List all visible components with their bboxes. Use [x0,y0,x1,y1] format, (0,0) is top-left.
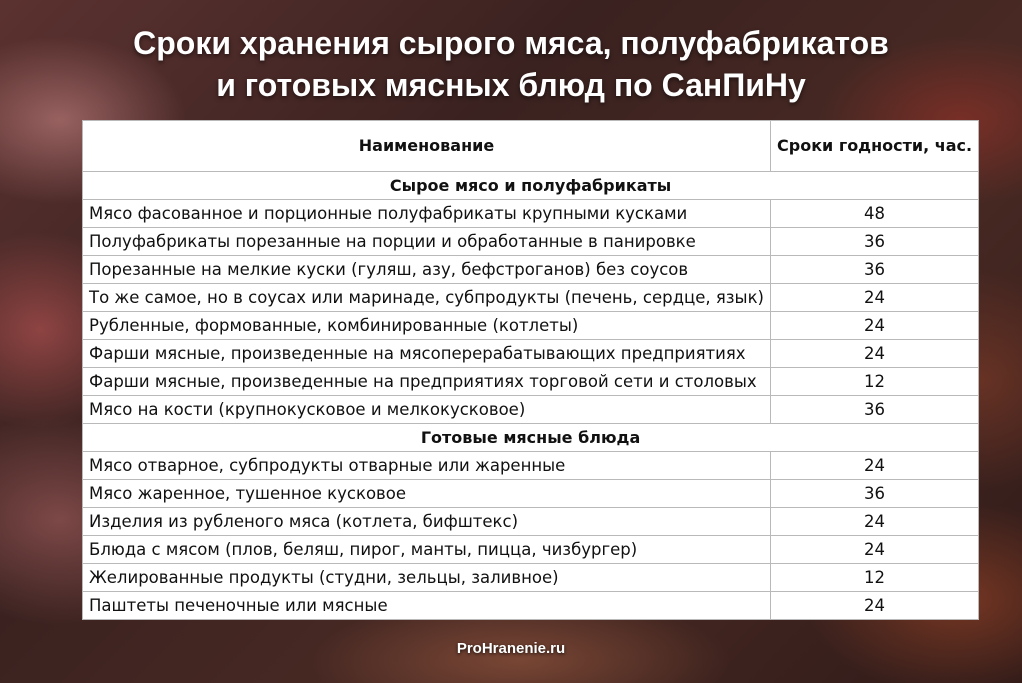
site-watermark: ProHranenie.ru [456,640,566,657]
section-header-row [83,172,979,200]
table-row [83,228,979,256]
row-name: Желированные продукты (студни, зельцы, заливное) [83,564,771,592]
row-hours: 36 [771,256,979,284]
table-row [83,508,979,536]
row-hours: 24 [771,340,979,368]
table-row [83,200,979,228]
table-row [83,536,979,564]
table-row [83,368,979,396]
row-name: Полуфабрикаты порезанные на порции и обработанные в панировке [83,228,771,256]
row-hours: 36 [771,228,979,256]
row-name: Паштеты печеночные или мясные [83,592,771,620]
table-row [83,564,979,592]
table-row [83,312,979,340]
table-row [83,480,979,508]
row-hours: 36 [771,480,979,508]
page-title [0,22,1022,106]
storage-table [82,120,979,620]
header-shelf-life: Сроки годности, час. [771,121,979,172]
table-row [83,284,979,312]
row-name: Мясо жаренное, тушенное кусковое [83,480,771,508]
row-name: То же самое, но в соусах или маринаде, субпродукты (печень, сердце, язык) [83,284,771,312]
row-hours: 24 [771,536,979,564]
row-hours: 24 [771,508,979,536]
row-name: Фарши мясные, произведенные на предприятиях торговой сети и столовых [83,368,771,396]
row-hours: 24 [771,452,979,480]
row-name: Мясо отварное, субпродукты отварные или жаренные [83,452,771,480]
table-row [83,340,979,368]
row-name: Блюда с мясом (плов, беляш, пирог, манты, пицца, чизбургер) [83,536,771,564]
table-row [83,396,979,424]
row-name: Рубленные, формованные, комбинированные (котлеты) [83,312,771,340]
row-name: Мясо на кости (крупнокусковое и мелкокусковое) [83,396,771,424]
row-hours: 24 [771,592,979,620]
row-hours: 12 [771,564,979,592]
section-header-row [83,424,979,452]
section-title-raw: Сырое мясо и полуфабрикаты [83,172,979,200]
row-name: Изделия из рубленого мяса (котлета, бифштекс) [83,508,771,536]
row-name: Порезанные на мелкие куски (гуляш, азу, бефстроганов) без соусов [83,256,771,284]
header-name: Наименование [83,121,771,172]
table-row [83,256,979,284]
section-title-cooked: Готовые мясные блюда [83,424,979,452]
row-hours: 24 [771,284,979,312]
page-title-line-1: Сроки хранения сырого мяса, полуфабрикатов [133,25,889,61]
row-name: Фарши мясные, произведенные на мясоперерабатывающих предприятиях [83,340,771,368]
table-row [83,592,979,620]
page-title-line-2: и готовых мясных блюд по СанПиНу [216,67,806,103]
row-hours: 24 [771,312,979,340]
row-hours: 36 [771,396,979,424]
table-header-row [83,121,979,172]
row-name: Мясо фасованное и порционные полуфабрикаты крупными кусками [83,200,771,228]
table-row [83,452,979,480]
row-hours: 12 [771,368,979,396]
row-hours: 48 [771,200,979,228]
